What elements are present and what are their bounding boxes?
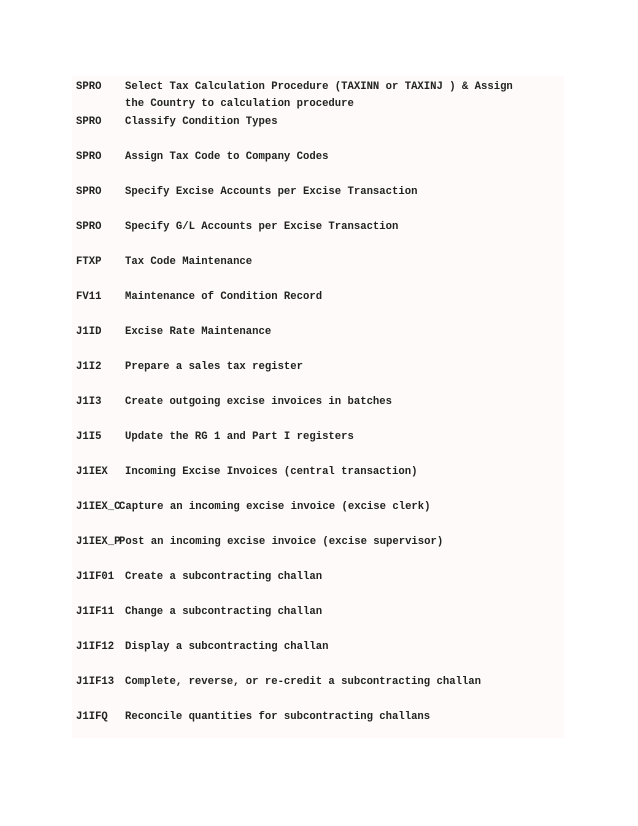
transaction-code: J1IF01	[76, 571, 115, 583]
transaction-description: Tax Code Maintenance	[125, 256, 253, 268]
transaction-code: J1ID	[76, 326, 102, 338]
transaction-code: J1IEX	[76, 466, 108, 478]
transaction-description: Assign Tax Code to Company Codes	[125, 151, 329, 163]
transaction-code: J1I3	[76, 396, 102, 408]
transaction-code: J1I5	[76, 431, 102, 443]
transaction-description: Capture an incoming excise invoice (excise clerk)	[119, 501, 431, 513]
transaction-description: Excise Rate Maintenance	[125, 326, 272, 338]
transaction-code: J1IF12	[76, 641, 115, 653]
transaction-description: Prepare a sales tax register	[125, 361, 304, 373]
transaction-description: Update the RG 1 and Part I registers	[125, 431, 354, 443]
transaction-description: Incoming Excise Invoices (central transaction)	[125, 466, 418, 478]
transaction-code: J1IF13	[76, 676, 115, 688]
transaction-description: Specify G/L Accounts per Excise Transaction	[125, 221, 399, 233]
transaction-code: J1I2	[76, 361, 102, 373]
transaction-description: Maintenance of Condition Record	[125, 291, 323, 303]
transaction-description: Change a subcontracting challan	[125, 606, 323, 618]
transaction-code: J1IEX_P	[76, 536, 121, 548]
transaction-description: Display a subcontracting challan	[125, 641, 329, 653]
transaction-code: SPRO	[76, 116, 102, 128]
transaction-description: Reconcile quantities for subcontracting challans	[125, 711, 431, 723]
transaction-description: Select Tax Calculation Procedure (TAXINN or TAXINJ ) & Assign	[125, 81, 513, 93]
transaction-row	[76, 709, 431, 777]
transaction-description: Create outgoing excise invoices in batches	[125, 396, 393, 408]
transaction-code: SPRO	[76, 221, 102, 233]
transaction-description: Create a subcontracting challan	[125, 571, 323, 583]
transaction-code: SPRO	[76, 81, 102, 93]
transaction-description: Classify Condition Types	[125, 116, 278, 128]
transaction-description: Complete, reverse, or re-credit a subcontracting challan	[125, 676, 482, 688]
transaction-code: FTXP	[76, 256, 102, 268]
transaction-code: SPRO	[76, 186, 102, 198]
transaction-code: SPRO	[76, 151, 102, 163]
transaction-description: Specify Excise Accounts per Excise Transaction	[125, 186, 418, 198]
transaction-description: Post an incoming excise invoice (excise supervisor)	[119, 536, 444, 548]
transaction-description-continued: the Country to calculation procedure	[125, 98, 354, 110]
transaction-code: J1IF11	[76, 606, 115, 618]
transaction-code: J1IFQ	[76, 711, 108, 723]
transaction-code: J1IEX_C	[76, 501, 121, 513]
transaction-code: FV11	[76, 291, 102, 303]
